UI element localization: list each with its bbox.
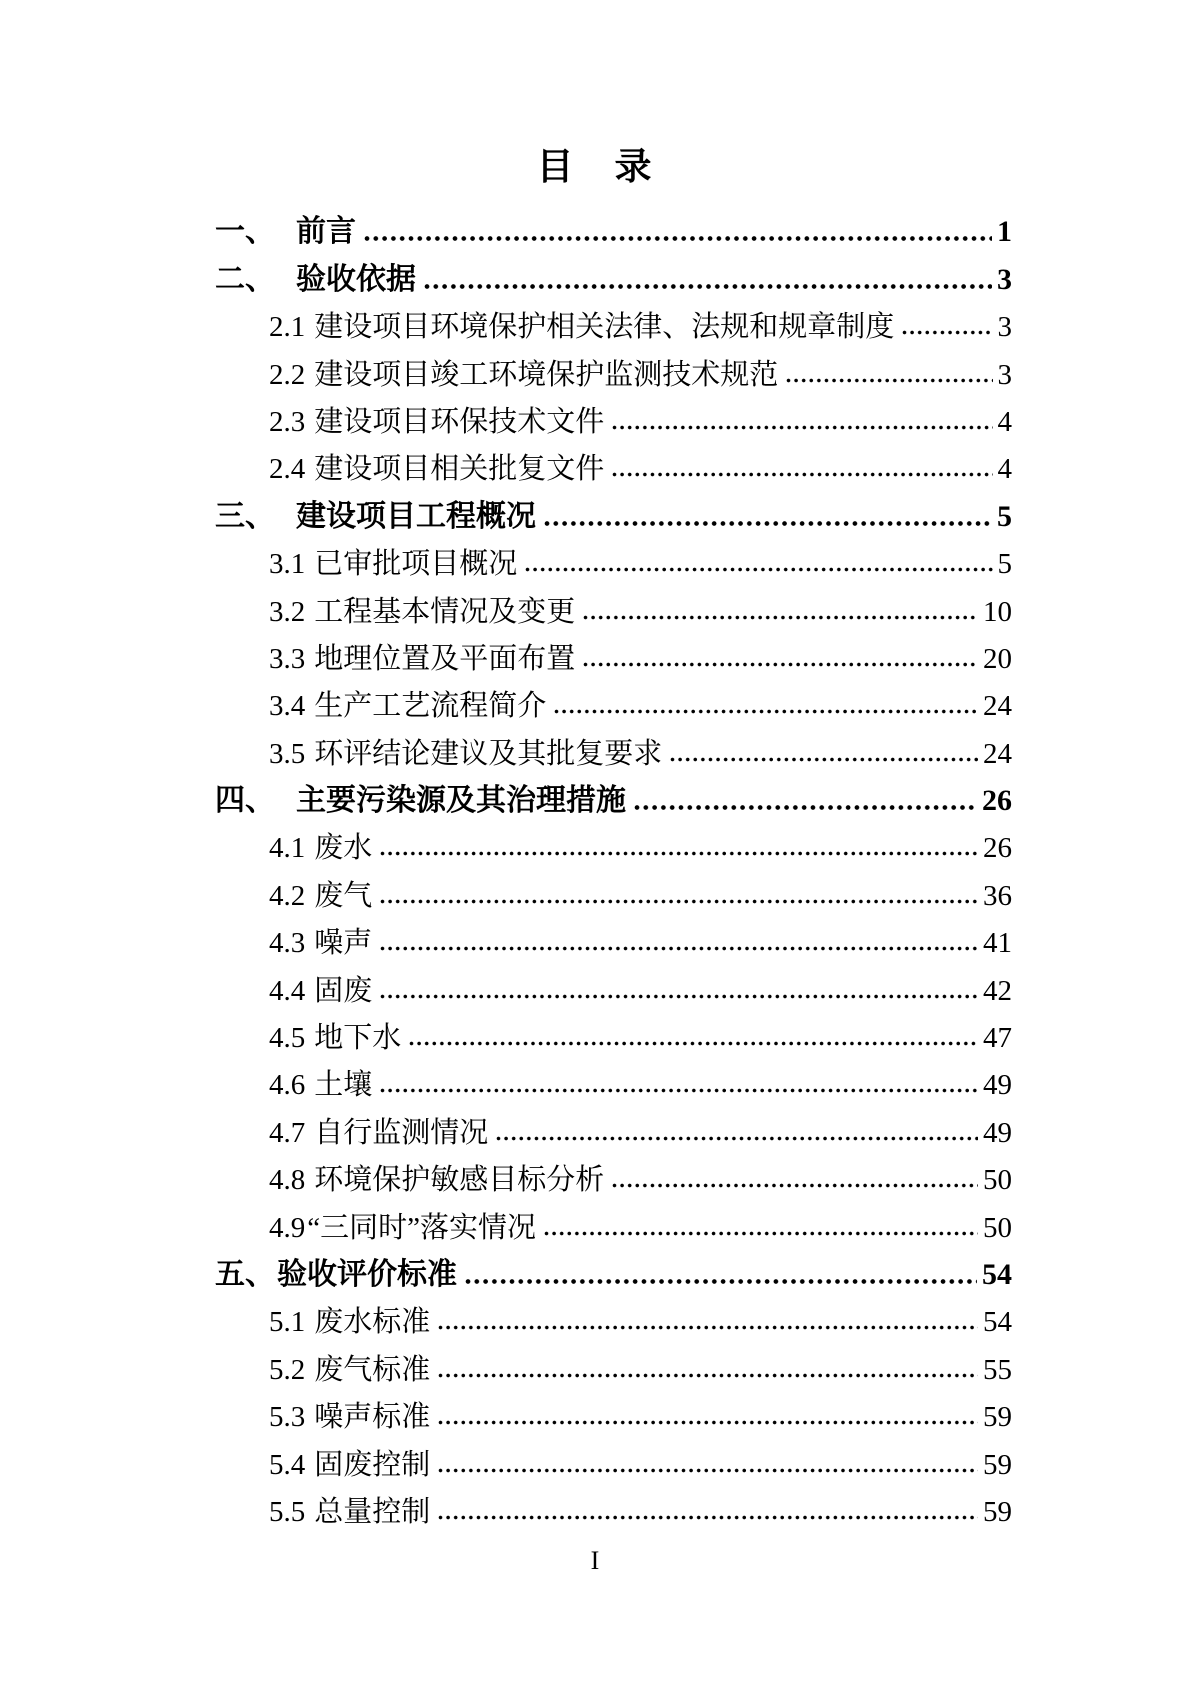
toc-entry-number: 5.1 (269, 1306, 306, 1339)
toc-entry-number: 4.6 (269, 1069, 306, 1102)
dot-leader (409, 1040, 978, 1047)
toc-entry-title: 建设项目工程概况 (296, 499, 536, 533)
toc-entry-page: 5 (997, 548, 1012, 581)
toc-entry-title: 总量控制 (314, 1495, 431, 1528)
toc-entry[interactable] (215, 1201, 1012, 1248)
toc-entry-title: 建设项目环境保护相关法律、法规和规章制度 (314, 311, 895, 344)
toc-entry[interactable] (215, 490, 1012, 537)
toc-entry-number: 四、 (215, 784, 275, 818)
dot-leader (902, 329, 992, 336)
toc-entry-title: 建设项目相关批复文件 (314, 453, 605, 486)
toc-entry-number: 3.5 (269, 737, 306, 770)
toc-entry-number: 4.3 (269, 927, 306, 960)
toc-entry[interactable] (215, 1249, 1012, 1296)
toc-entry-title: 废气标准 (314, 1353, 431, 1386)
toc-entry-title: 前言 (296, 215, 356, 249)
toc-entry-number: 5.2 (269, 1353, 306, 1386)
toc-entry-title: 验收依据 (296, 262, 416, 296)
toc-entry-page: 42 (983, 974, 1012, 1007)
toc-entry[interactable] (215, 917, 1012, 964)
toc-entry[interactable] (215, 538, 1012, 585)
toc-entry-number: 5.5 (269, 1495, 306, 1528)
dot-leader (380, 945, 978, 952)
toc-entry-title: “三同时”落实情况 (307, 1211, 536, 1244)
toc-entry[interactable] (215, 1486, 1012, 1533)
toc-entry-number: 2.3 (269, 405, 306, 438)
dot-leader (496, 1135, 978, 1142)
toc-entry-number: 4.5 (269, 1022, 306, 1055)
toc-entry-title: 废气 (314, 879, 373, 912)
toc-entry-title: 噪声标准 (314, 1401, 431, 1434)
toc-entry-title: 废水 (314, 832, 373, 865)
toc-entry-title: 工程基本情况及变更 (314, 595, 576, 628)
toc-entry[interactable] (215, 869, 1012, 916)
toc-entry-page: 47 (983, 1022, 1012, 1055)
dot-leader (612, 1182, 978, 1189)
toc-entry-page: 20 (983, 642, 1012, 675)
toc-entry-page: 26 (982, 784, 1012, 818)
toc-entry[interactable] (215, 1154, 1012, 1201)
toc-entry-page: 54 (982, 1257, 1012, 1291)
toc-entry-page: 10 (983, 595, 1012, 628)
dot-leader (554, 708, 978, 715)
toc-entry-page: 1 (997, 215, 1012, 249)
toc-entry[interactable] (215, 775, 1012, 822)
toc-entry-number: 二、 (215, 262, 275, 296)
toc-entry[interactable] (215, 633, 1012, 680)
toc-entry-page: 24 (983, 690, 1012, 723)
toc-entry-page: 3 (997, 311, 1012, 344)
toc-entry-title: 固废控制 (314, 1448, 431, 1481)
toc-entry[interactable] (215, 1059, 1012, 1106)
toc-entry-number: 4.8 (269, 1164, 306, 1197)
toc-entry-title: 建设项目竣工环境保护监测技术规范 (314, 358, 779, 391)
dot-leader (544, 520, 992, 527)
dot-leader (465, 1278, 977, 1285)
dot-leader (583, 614, 978, 621)
dot-leader (438, 1372, 978, 1379)
toc-entry-title: 主要污染源及其治理措施 (296, 784, 626, 818)
toc-entry-number: 3.1 (269, 548, 306, 581)
toc-entry[interactable] (215, 1438, 1012, 1485)
toc-entry-page: 49 (983, 1069, 1012, 1102)
toc-entry[interactable] (215, 964, 1012, 1011)
page-number-footer: I (590, 1546, 600, 1575)
toc-entry-page: 26 (983, 832, 1012, 865)
toc-entry[interactable] (215, 822, 1012, 869)
toc-entry[interactable] (215, 727, 1012, 774)
toc-entry-number: 3.4 (269, 690, 306, 723)
toc-entry-number: 3.3 (269, 642, 306, 675)
dot-leader (438, 1467, 978, 1474)
toc-entry[interactable] (215, 1296, 1012, 1343)
toc-entry-title: 已审批项目概况 (314, 548, 518, 581)
toc-entry[interactable] (215, 1012, 1012, 1059)
toc-entry-title: 地理位置及平面布置 (314, 642, 576, 675)
toc-entry[interactable] (215, 680, 1012, 727)
toc-entry[interactable] (215, 396, 1012, 443)
toc-entry[interactable] (215, 348, 1012, 395)
dot-leader (525, 566, 992, 573)
toc-entry-page: 3 (997, 358, 1012, 391)
dot-leader (583, 661, 978, 668)
dot-leader (544, 1230, 978, 1237)
toc-entry[interactable] (215, 206, 1012, 253)
toc-entry-number: 2.2 (269, 358, 306, 391)
toc-entry-title: 建设项目环保技术文件 (314, 405, 605, 438)
toc-entry-title: 环评结论建议及其批复要求 (314, 737, 663, 770)
toc-entry-page: 50 (983, 1211, 1012, 1244)
toc-entry-number: 一、 (215, 215, 275, 249)
toc-entry-title: 土壤 (314, 1069, 373, 1102)
toc-entry-number: 2.1 (269, 311, 306, 344)
toc-entry-title: 验收评价标准 (277, 1257, 457, 1291)
toc-entry-title: 固废 (314, 974, 373, 1007)
dot-leader (612, 471, 992, 478)
toc-entry[interactable] (215, 1106, 1012, 1153)
toc-entry-page: 5 (997, 499, 1012, 533)
toc-entry-title: 地下水 (314, 1022, 402, 1055)
toc-entry-page: 59 (983, 1495, 1012, 1528)
toc-entry-number: 4.2 (269, 879, 306, 912)
toc-entry-number: 三、 (215, 499, 275, 533)
toc-entry-page: 3 (997, 262, 1012, 296)
toc-entry[interactable] (215, 301, 1012, 348)
dot-leader (438, 1324, 978, 1331)
toc-entry-number: 4.1 (269, 832, 306, 865)
toc-entry-page: 24 (983, 737, 1012, 770)
dot-leader (380, 993, 978, 1000)
toc-entry[interactable] (215, 443, 1012, 490)
dot-leader (380, 1087, 978, 1094)
toc-entry-page: 55 (983, 1353, 1012, 1386)
toc-entry-page: 59 (983, 1401, 1012, 1434)
toc-entry-number: 5.4 (269, 1448, 306, 1481)
toc-entry-number: 4.7 (269, 1116, 306, 1149)
toc-entry-number: 4.4 (269, 974, 306, 1007)
toc-entry-page: 50 (983, 1164, 1012, 1197)
toc-entry-page: 54 (983, 1306, 1012, 1339)
dot-leader (380, 850, 978, 857)
dot-leader (670, 756, 978, 763)
toc-entry[interactable] (215, 1343, 1012, 1390)
toc-entry-number: 五、 (215, 1257, 275, 1291)
toc-entry-number: 4.9 (269, 1211, 306, 1244)
toc-entry[interactable] (215, 253, 1012, 300)
toc-entry[interactable] (215, 1391, 1012, 1438)
dot-leader (380, 898, 978, 905)
toc-entry-title: 生产工艺流程简介 (314, 690, 547, 723)
toc-entry-title: 环境保护敏感目标分析 (314, 1164, 605, 1197)
toc-entry-number: 5.3 (269, 1401, 306, 1434)
dot-leader (438, 1514, 978, 1521)
dot-leader (364, 235, 992, 242)
toc-entry-number: 2.4 (269, 453, 306, 486)
toc-entry-number: 3.2 (269, 595, 306, 628)
page-title: 目 录 (536, 147, 654, 188)
toc-entry-page: 4 (997, 453, 1012, 486)
table-of-contents (215, 206, 1012, 1533)
toc-entry-page: 36 (983, 879, 1012, 912)
toc-entry[interactable] (215, 585, 1012, 632)
dot-leader (612, 424, 992, 431)
toc-entry-title: 噪声 (314, 927, 373, 960)
toc-entry-page: 59 (983, 1448, 1012, 1481)
dot-leader (424, 283, 992, 290)
toc-entry-title: 自行监测情况 (314, 1116, 489, 1149)
toc-entry-page: 4 (997, 405, 1012, 438)
dot-leader (634, 804, 977, 811)
toc-entry-page: 41 (983, 927, 1012, 960)
toc-entry-page: 49 (983, 1116, 1012, 1149)
toc-entry-title: 废水标准 (314, 1306, 431, 1339)
dot-leader (786, 377, 992, 384)
dot-leader (438, 1419, 978, 1426)
